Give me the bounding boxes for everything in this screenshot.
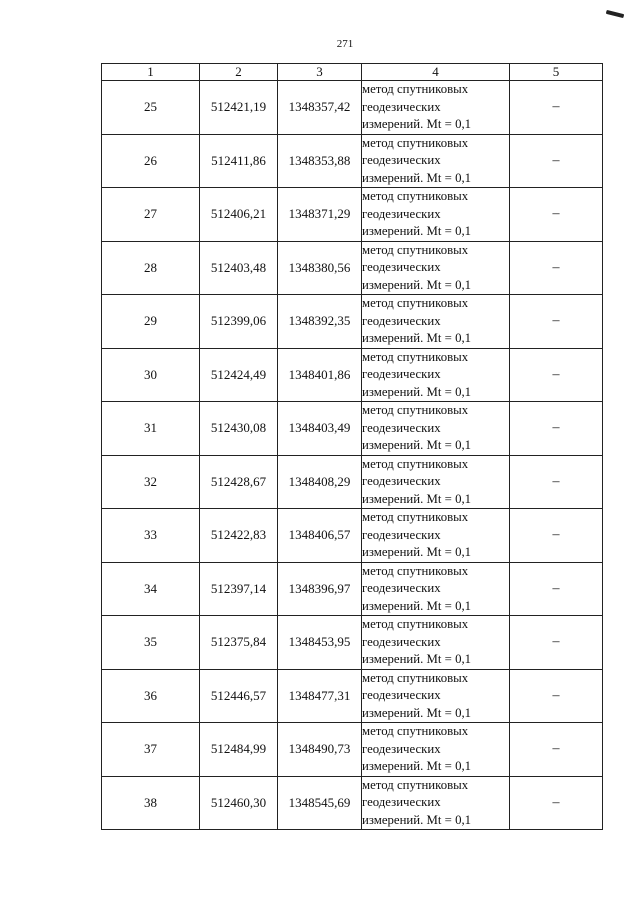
point-number-cell <box>102 241 200 295</box>
method-cell <box>362 295 510 349</box>
point-number-cell <box>102 616 200 670</box>
method-cell <box>362 402 510 456</box>
x-coordinate: 512430,08 <box>210 420 267 436</box>
method-line-1: метод спутниковых <box>362 135 469 150</box>
note-cell <box>510 562 603 616</box>
method-cell <box>362 509 510 563</box>
note-cell <box>510 509 603 563</box>
method-cell <box>362 616 510 670</box>
table-row <box>102 562 603 616</box>
method-line-2: геодезических <box>362 741 441 756</box>
method-cell <box>362 776 510 830</box>
table-row <box>102 134 603 188</box>
note-cell <box>510 723 603 777</box>
method-line-2: геодезических <box>362 206 441 221</box>
method-line-3: измерений. Mt = 0,1 <box>362 545 472 559</box>
method-line-1: метод спутниковых <box>362 82 469 96</box>
note-dash: – <box>552 313 560 329</box>
x-coordinate-cell <box>200 295 278 349</box>
note-dash: – <box>552 420 560 436</box>
table-row <box>102 616 603 670</box>
table-row <box>102 455 603 509</box>
note-dash: – <box>552 741 560 757</box>
method-line-3: измерений. Mt = 0,1 <box>362 277 472 292</box>
method-line-3: измерений. Mt = 0,1 <box>362 117 472 131</box>
y-coordinate-cell <box>278 402 362 456</box>
table-row <box>102 241 603 295</box>
note-cell <box>510 348 603 402</box>
note-cell <box>510 81 603 135</box>
x-coordinate: 512421,19 <box>210 99 267 115</box>
point-number-cell <box>102 455 200 509</box>
x-coordinate: 512397,14 <box>210 580 267 596</box>
method-line-2: геодезических <box>362 153 441 167</box>
method-line-3: измерений. Mt = 0,1 <box>362 598 472 613</box>
x-coordinate-cell <box>200 723 278 777</box>
method-cell <box>362 455 510 509</box>
method-line-2: геодезических <box>362 313 441 328</box>
method-line-1: метод спутниковых <box>362 242 469 257</box>
x-coordinate-cell <box>200 455 278 509</box>
note-dash: – <box>552 152 560 168</box>
y-coordinate-cell <box>278 348 362 402</box>
header-col-3: 3 <box>278 64 362 81</box>
method-line-3: измерений. Mt = 0,1 <box>362 384 472 399</box>
x-coordinate-cell <box>200 616 278 670</box>
y-coordinate-cell <box>278 723 362 777</box>
note-dash: – <box>552 687 560 703</box>
x-coordinate: 512460,30 <box>210 794 267 810</box>
method-line-3: измерений. Mt = 0,1 <box>362 331 472 345</box>
method-cell <box>362 348 510 402</box>
x-coordinate-cell <box>200 348 278 402</box>
x-coordinate: 512446,57 <box>210 687 267 703</box>
method-cell <box>362 134 510 188</box>
x-coordinate-cell <box>200 134 278 188</box>
y-coordinate: 1348353,88 <box>288 152 351 168</box>
method-cell <box>362 241 510 295</box>
y-coordinate-cell <box>278 776 362 830</box>
x-coordinate-cell <box>200 81 278 135</box>
note-dash: – <box>552 527 560 543</box>
table-row <box>102 402 603 456</box>
x-coordinate-cell <box>200 776 278 830</box>
y-coordinate-cell <box>278 81 362 135</box>
table-row <box>102 81 603 135</box>
point-number: 32 <box>144 473 157 489</box>
point-number-cell <box>102 81 200 135</box>
point-number-cell <box>102 669 200 723</box>
method-line-3: измерений. Mt = 0,1 <box>362 170 472 185</box>
point-number: 33 <box>144 527 157 543</box>
method-cell <box>362 81 510 135</box>
header-col-4: 4 <box>362 64 510 81</box>
note-cell <box>510 616 603 670</box>
note-dash: – <box>552 206 560 222</box>
method-line-2: геодезических <box>362 474 441 488</box>
page-number: 271 <box>336 38 354 50</box>
y-coordinate-cell <box>278 562 362 616</box>
y-coordinate-cell <box>278 295 362 349</box>
y-coordinate: 1348477,31 <box>288 687 351 703</box>
note-dash: – <box>552 634 560 650</box>
point-number-cell <box>102 134 200 188</box>
x-coordinate-cell <box>200 669 278 723</box>
method-line-1: метод спутниковых <box>362 617 469 631</box>
method-line-1: метод спутниковых <box>362 403 469 417</box>
method-line-3: измерений. Mt = 0,1 <box>362 438 472 452</box>
method-line-2: геодезических <box>362 581 441 595</box>
point-number: 38 <box>144 794 157 810</box>
method-line-3: измерений. Mt = 0,1 <box>362 491 472 506</box>
x-coordinate: 512484,99 <box>210 741 267 757</box>
y-coordinate: 1348545,69 <box>288 794 351 810</box>
y-coordinate: 1348490,73 <box>288 741 351 757</box>
note-cell <box>510 241 603 295</box>
method-line-2: геодезических <box>362 260 441 274</box>
point-number: 27 <box>144 206 157 222</box>
method-cell <box>362 562 510 616</box>
method-cell <box>362 188 510 242</box>
y-coordinate-cell <box>278 455 362 509</box>
table-row <box>102 669 603 723</box>
method-line-1: метод спутниковых <box>362 456 469 471</box>
x-coordinate-cell <box>200 188 278 242</box>
point-number-cell <box>102 509 200 563</box>
table-row <box>102 295 603 349</box>
y-coordinate: 1348371,29 <box>288 206 351 222</box>
coordinates-table <box>101 63 603 830</box>
x-coordinate: 512424,49 <box>210 366 267 382</box>
y-coordinate-cell <box>278 509 362 563</box>
method-line-3: измерений. Mt = 0,1 <box>362 812 472 827</box>
x-coordinate: 512428,67 <box>210 473 267 489</box>
point-number: 28 <box>144 259 157 275</box>
y-coordinate-cell <box>278 669 362 723</box>
y-coordinate: 1348408,29 <box>288 473 351 489</box>
y-coordinate-cell <box>278 188 362 242</box>
header-col-5: 5 <box>510 64 603 81</box>
header-col-2: 2 <box>200 64 278 81</box>
method-line-2: геодезических <box>362 367 441 381</box>
x-coordinate-cell <box>200 562 278 616</box>
y-coordinate-cell <box>278 134 362 188</box>
method-line-1: метод спутниковых <box>362 670 469 685</box>
note-cell <box>510 134 603 188</box>
method-line-2: геодезических <box>362 688 441 702</box>
x-coordinate-cell <box>200 241 278 295</box>
point-number-cell <box>102 402 200 456</box>
method-line-1: метод спутниковых <box>362 510 469 524</box>
method-line-1: метод спутниковых <box>362 296 469 310</box>
table-row <box>102 348 603 402</box>
note-dash: – <box>552 259 560 275</box>
point-number-cell <box>102 348 200 402</box>
y-coordinate: 1348380,56 <box>288 259 351 275</box>
method-line-2: геодезических <box>362 795 441 809</box>
point-number: 35 <box>144 634 157 650</box>
point-number: 25 <box>144 99 157 115</box>
x-coordinate: 512399,06 <box>210 313 267 329</box>
method-line-1: метод спутниковых <box>362 563 469 578</box>
method-line-2: геодезических <box>362 420 441 435</box>
method-line-2: геодезических <box>362 99 441 114</box>
point-number-cell <box>102 295 200 349</box>
x-coordinate: 512375,84 <box>210 634 267 650</box>
point-number-cell <box>102 562 200 616</box>
note-dash: – <box>552 794 560 810</box>
method-cell <box>362 723 510 777</box>
note-dash: – <box>552 473 560 489</box>
table-row <box>102 509 603 563</box>
header-row <box>102 64 603 81</box>
method-line-3: измерений. Mt = 0,1 <box>362 759 472 773</box>
y-coordinate: 1348401,86 <box>288 366 351 382</box>
y-coordinate-cell <box>278 616 362 670</box>
x-coordinate: 512406,21 <box>210 206 267 222</box>
x-coordinate-cell <box>200 402 278 456</box>
y-coordinate: 1348406,57 <box>288 527 351 543</box>
method-line-1: метод спутниковых <box>362 777 469 792</box>
method-line-3: измерений. Mt = 0,1 <box>362 224 472 238</box>
note-cell <box>510 669 603 723</box>
x-coordinate-cell <box>200 509 278 563</box>
table-row <box>102 188 603 242</box>
table-body <box>102 81 603 830</box>
point-number-cell <box>102 723 200 777</box>
note-cell <box>510 776 603 830</box>
x-coordinate: 512403,48 <box>210 259 267 275</box>
method-line-2: геодезических <box>362 527 441 542</box>
y-coordinate: 1348392,35 <box>288 313 351 329</box>
note-dash: – <box>552 366 560 382</box>
method-cell <box>362 669 510 723</box>
header-col-1: 1 <box>102 64 200 81</box>
method-line-1: метод спутниковых <box>362 724 469 738</box>
y-coordinate: 1348396,97 <box>288 580 351 596</box>
point-number: 34 <box>144 580 157 596</box>
note-cell <box>510 295 603 349</box>
y-coordinate-cell <box>278 241 362 295</box>
point-number: 30 <box>144 366 157 382</box>
x-coordinate: 512422,83 <box>210 527 267 543</box>
point-number: 37 <box>144 741 157 757</box>
note-dash: – <box>552 99 560 115</box>
x-coordinate: 512411,86 <box>211 152 266 168</box>
method-line-2: геодезических <box>362 634 441 649</box>
method-line-3: измерений. Mt = 0,1 <box>362 705 472 720</box>
point-number-cell <box>102 188 200 242</box>
point-number: 31 <box>144 420 157 436</box>
point-number: 29 <box>144 313 157 329</box>
y-coordinate: 1348453,95 <box>288 634 351 650</box>
method-line-1: метод спутниковых <box>362 189 469 203</box>
table-row <box>102 723 603 777</box>
corner-mark <box>606 10 624 18</box>
y-coordinate: 1348357,42 <box>288 99 351 115</box>
note-cell <box>510 188 603 242</box>
method-line-1: метод спутниковых <box>362 349 469 364</box>
y-coordinate: 1348403,49 <box>288 420 351 436</box>
point-number: 26 <box>144 152 157 168</box>
point-number: 36 <box>144 687 157 703</box>
note-cell <box>510 455 603 509</box>
method-line-3: измерений. Mt = 0,1 <box>362 652 472 666</box>
table-row <box>102 776 603 830</box>
note-dash: – <box>552 580 560 596</box>
note-cell <box>510 402 603 456</box>
point-number-cell <box>102 776 200 830</box>
